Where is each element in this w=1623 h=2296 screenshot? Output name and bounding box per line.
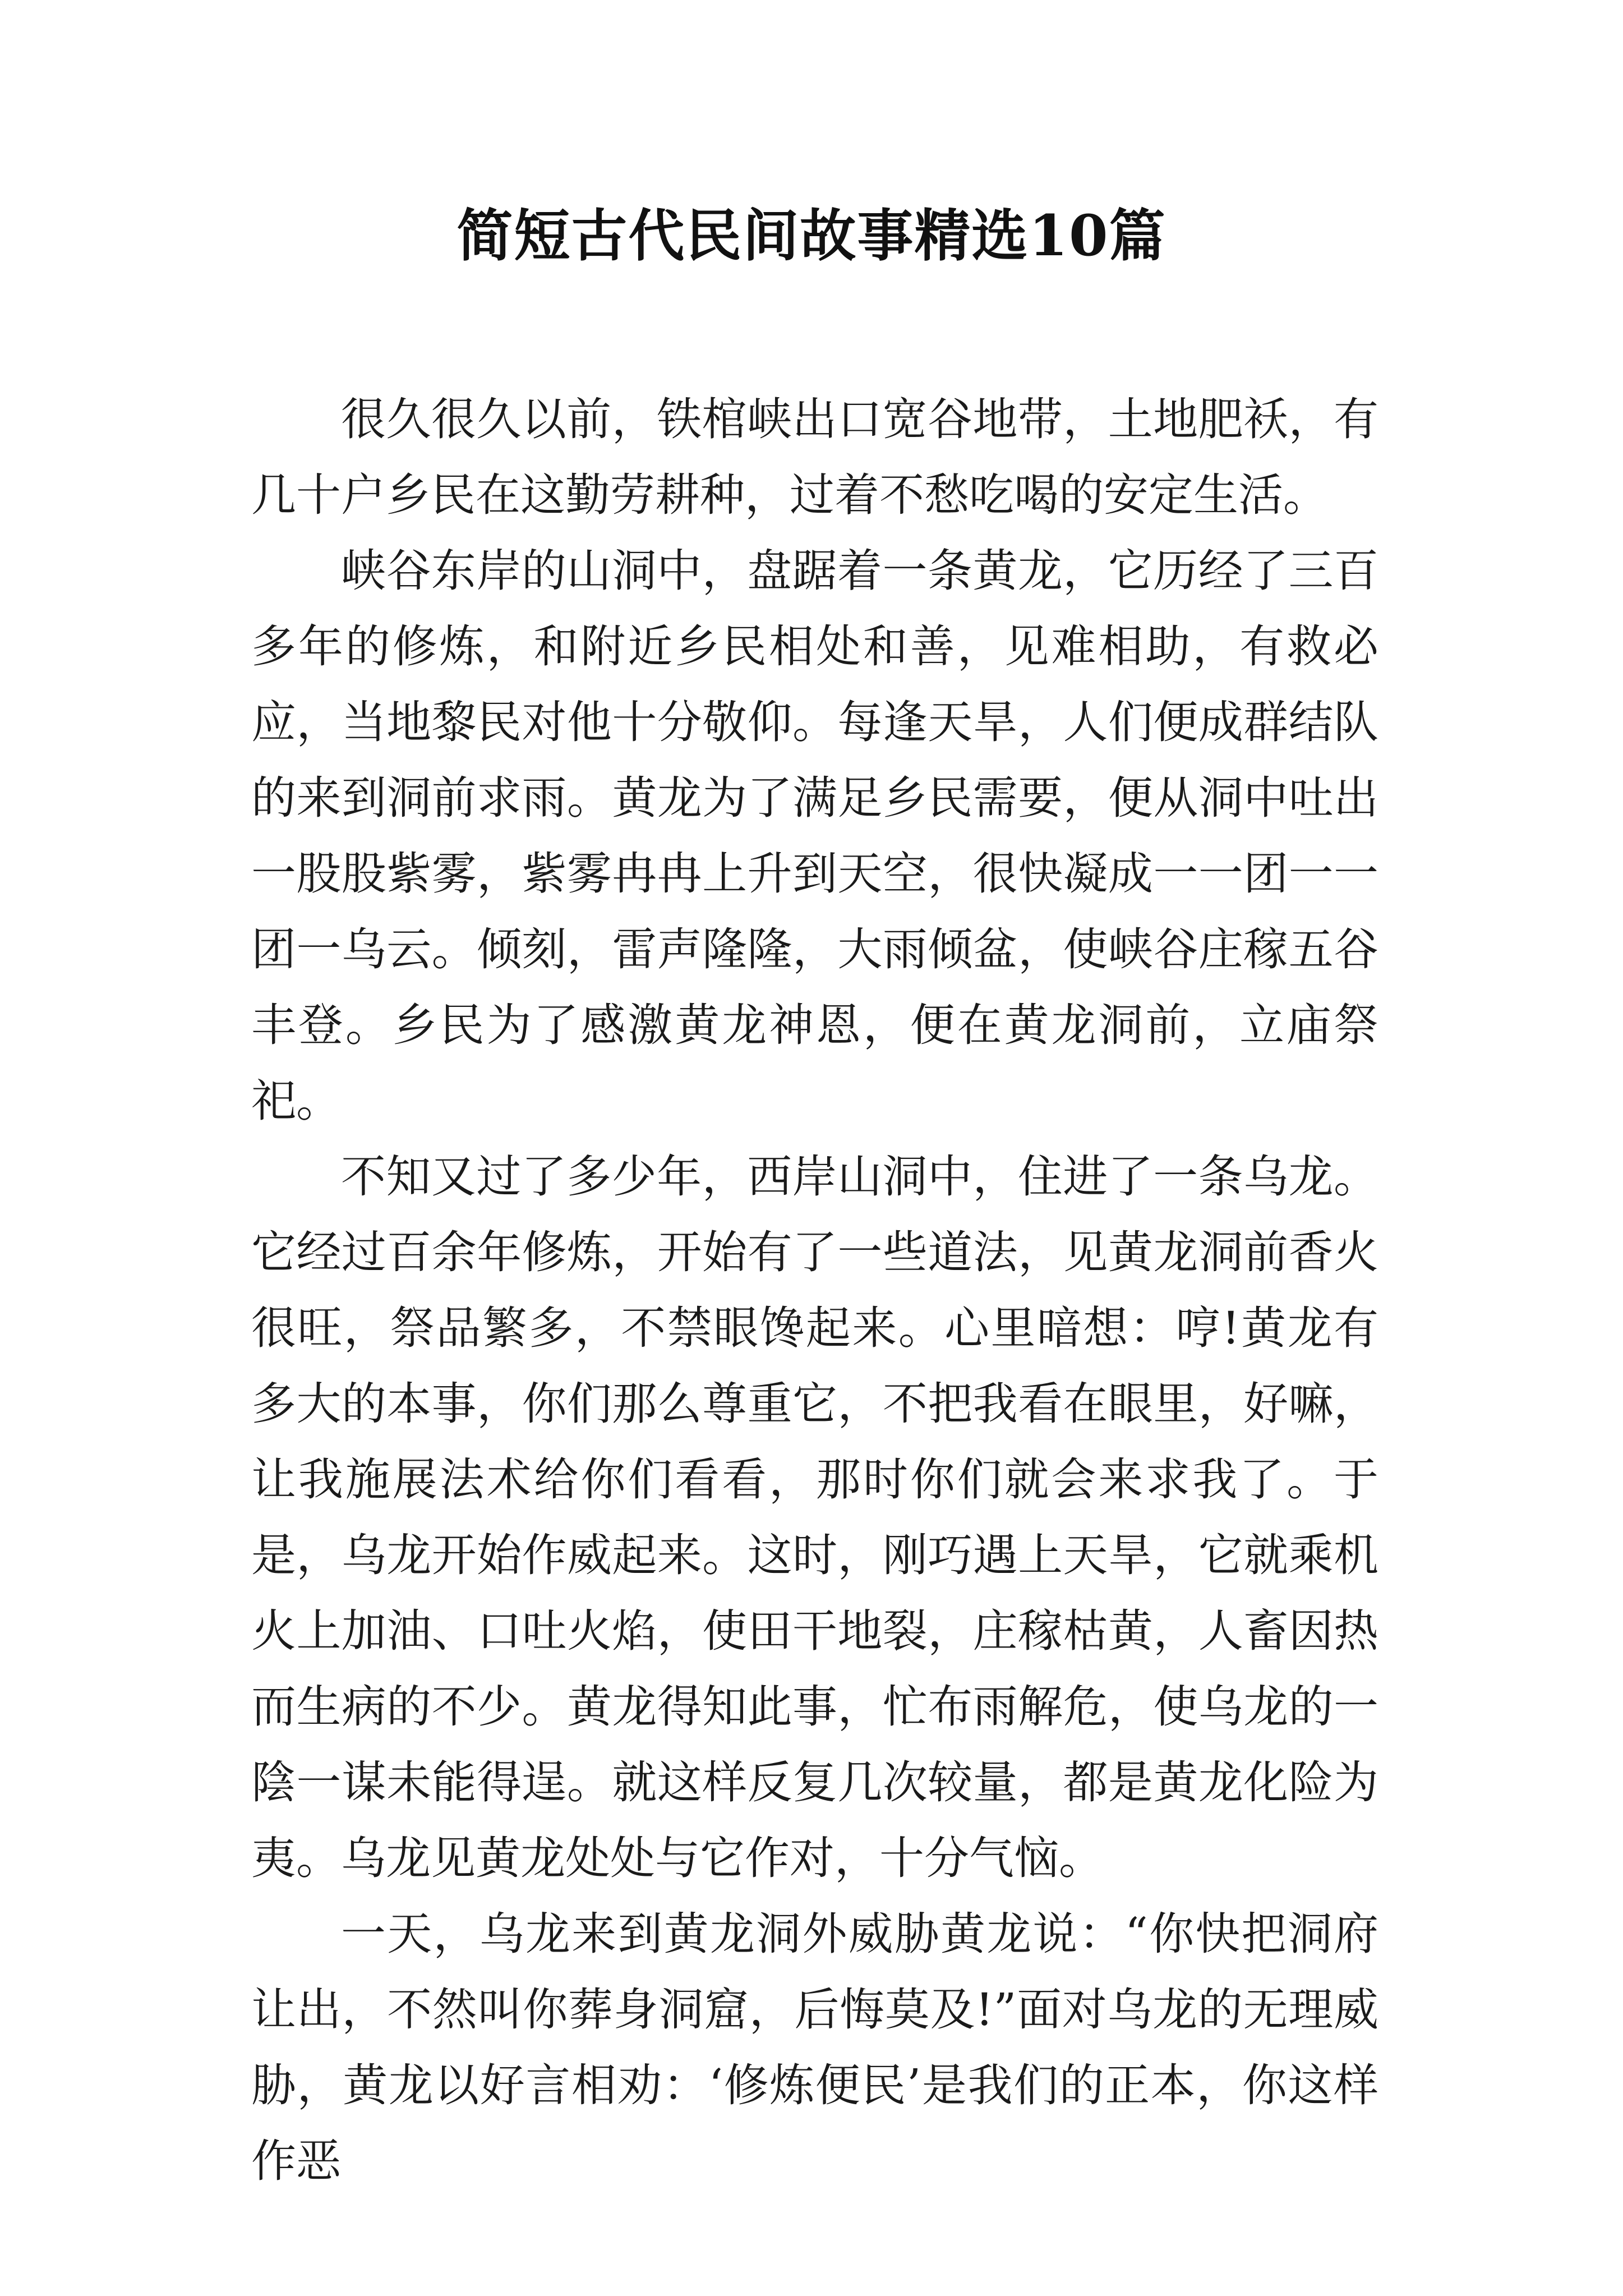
document-title: 简短古代民间故事精选10篇	[457, 203, 1166, 269]
paragraph: 一天，乌龙来到黄龙洞外威胁黄龙说：“你快把洞府让出，不然叫你葬身洞窟，后悔莫及!”面对乌龙的无理威胁，黄龙以好言相劝：‘修炼便民’是我们的正本，你这样作恶	[251, 1908, 1378, 2187]
paragraph: 峡谷东岸的山洞中，盘踞着一条黄龙，它历经了三百多年的修炼，和附近乡民相处和善，见难相助，有救必应，当地黎民对他十分敬仰。每逢天旱，人们便成群结队的来到洞前求雨。黄龙为了满足乡民需要，便从洞中吐出一股股紫雾，紫雾冉冉上升到天空，很快凝成一一团一一团一乌云。倾刻，雷声隆隆，大雨倾盆，使峡谷庄稼五谷丰登。乡民为了感激黄龙神恩，便在黄龙洞前，立庙祭祀。	[251, 545, 1378, 1127]
document-body	[251, 381, 1378, 2199]
paragraph: 很久很久以前，铁棺峡出口宽谷地带，土地肥袄，有几十户乡民在这勤劳耕种，过着不愁吃喝的安定生活。	[251, 393, 1378, 521]
paragraph: 不知又过了多少年，西岸山洞中，住进了一条乌龙。它经过百余年修炼，开始有了一些道法，见黄龙洞前香火很旺，祭品繁多，不禁眼馋起来。心里暗想：哼!黄龙有多大的本事，你们那么尊重它，不把我看在眼里，好嘛，让我施展法术给你们看看，那时你们就会来求我了。于是，乌龙开始作威起来。这时，刚巧遇上天旱，它就乘机火上加油、口吐火焰，使田干地裂，庄稼枯黄，人畜因热而生病的不少。黄龙得知此事，忙布雨解危，使乌龙的一陰一谋未能得逞。就这样反复几次较量，都是黄龙化险为夷。乌龙见黄龙处处与它作对，十分气恼。	[251, 1151, 1378, 1884]
